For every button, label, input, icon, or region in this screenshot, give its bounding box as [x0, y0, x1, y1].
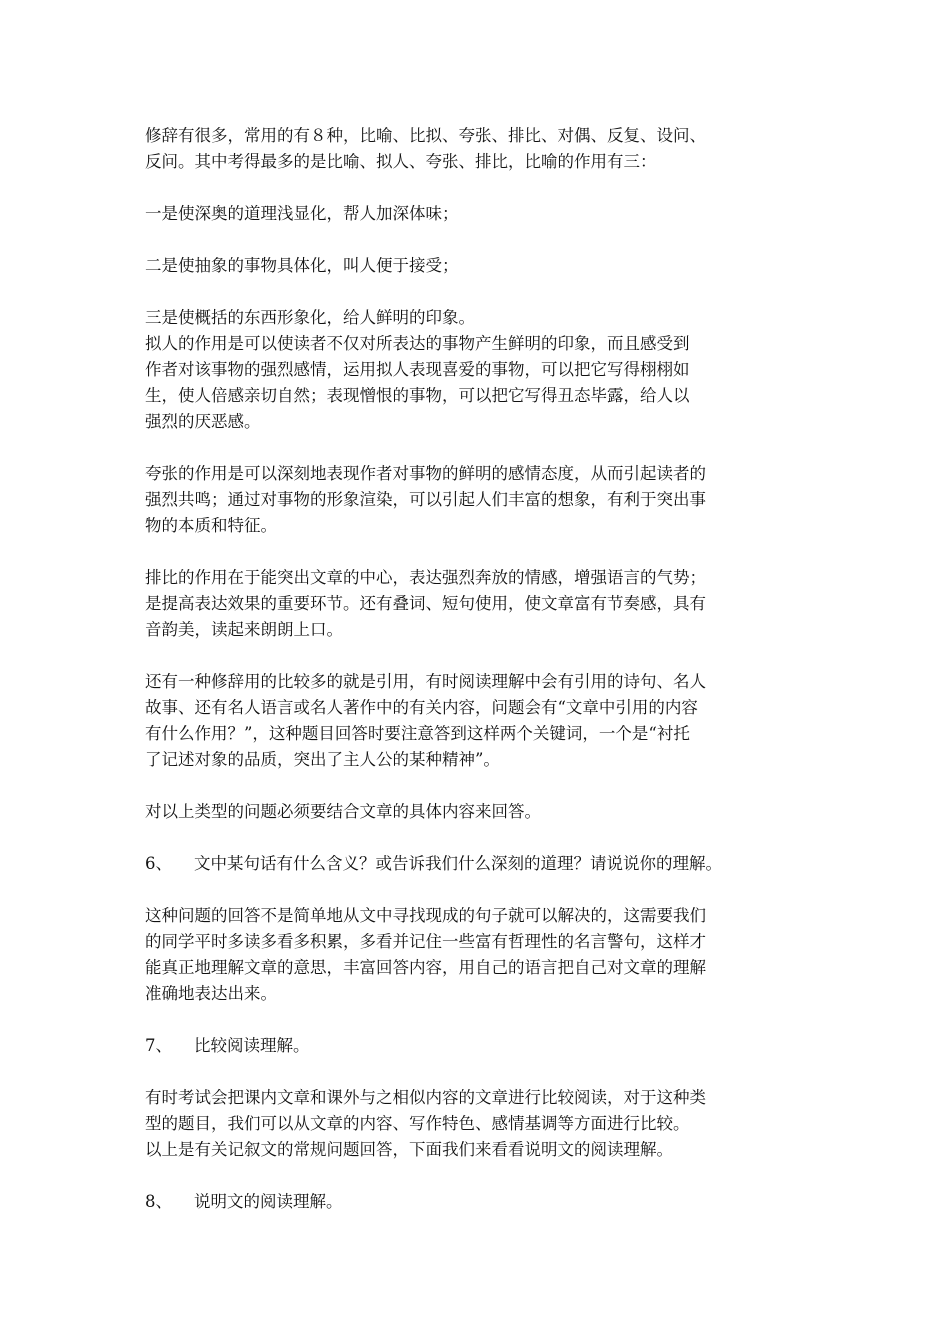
paragraph-comparative-reading	[145, 1085, 800, 1137]
document-page	[145, 123, 800, 1215]
text-line: 准确地表达出来。	[145, 984, 277, 1003]
text-line: 生，使人倍感亲切自然；表现憎恨的事物，可以把它写得丑态毕露，给人以	[145, 386, 690, 405]
text-line: 修辞有很多，常用的有８种，比喻、比拟、夸张、排比、对偶、反复、设问、	[145, 126, 706, 145]
section-heading-7	[145, 1033, 800, 1059]
section-number: 8、	[145, 1192, 172, 1211]
section-title: 说明文的阅读理解。	[194, 1192, 343, 1211]
section-title: 比较阅读理解。	[194, 1036, 310, 1055]
text-line: 排比的作用在于能突出文章的中心，表达强烈奔放的情感，增强语言的气势；	[145, 568, 706, 587]
text-line: 能真正地理解文章的意思，丰富回答内容，用自己的语言把自己对文章的理解	[145, 958, 706, 977]
text-line: 反问。其中考得最多的是比喻、拟人、夸张、排比，比喻的作用有三：	[145, 152, 657, 171]
section-heading-8	[145, 1189, 800, 1215]
text-line: 夸张的作用是可以深刻地表现作者对事物的鲜明的感情态度，从而引起读者的	[145, 464, 706, 483]
section-title: 文中某句话有什么含义？或告诉我们什么深刻的道理？请说说你的理解。	[194, 854, 722, 873]
text-line: 是提高表达效果的重要环节。还有叠词、短句使用，使文章富有节奏感，具有	[145, 594, 706, 613]
text-line: 二是使抽象的事物具体化，叫人便于接受；	[145, 256, 459, 275]
text-line: 三是使概括的东西形象化，给人鲜明的印象。	[145, 308, 475, 327]
text-line: 音韵美，读起来朗朗上口。	[145, 620, 343, 639]
text-line: 还有一种修辞用的比较多的就是引用，有时阅读理解中会有引用的诗句、名人	[145, 672, 706, 691]
paragraph-parallelism	[145, 565, 800, 643]
text-line: 一是使深奥的道理浅显化，帮人加深体味；	[145, 204, 459, 223]
text-line: 强烈共鸣；通过对事物的形象渲染，可以引起人们丰富的想象，有利于突出事	[145, 490, 706, 509]
paragraph-transition	[145, 1137, 800, 1163]
text-line: 对以上类型的问题必须要结合文章的具体内容来回答。	[145, 802, 541, 821]
paragraph-answer-note	[145, 799, 800, 825]
paragraph-quotation	[145, 669, 800, 773]
text-line: 的同学平时多读多看多积累，多看并记住一些富有哲理性的名言警句，这样才	[145, 932, 706, 951]
text-line: 物的本质和特征。	[145, 516, 277, 535]
text-line: 有什么作用？”，这种题目回答时要注意答到这样两个关键词，一个是“衬托	[145, 724, 690, 743]
section-heading-6	[145, 851, 800, 877]
paragraph-personification	[145, 331, 800, 435]
paragraph-metaphor-use-2	[145, 253, 800, 279]
paragraph-metaphor-use-1	[145, 201, 800, 227]
text-line: 这种问题的回答不是简单地从文中寻找现成的句子就可以解决的，这需要我们	[145, 906, 706, 925]
text-line: 故事、还有名人语言或名人著作中的有关内容，问题会有“文章中引用的内容	[145, 698, 698, 717]
text-line: 作者对该事物的强烈感情，运用拟人表现喜爱的事物，可以把它写得栩栩如	[145, 360, 690, 379]
paragraph-hyperbole	[145, 461, 800, 539]
text-line: 型的题目，我们可以从文章的内容、写作特色、感情基调等方面进行比较。	[145, 1114, 690, 1133]
text-line: 拟人的作用是可以使读者不仅对所表达的事物产生鲜明的印象，而且感受到	[145, 334, 690, 353]
paragraph-meaning-answer	[145, 903, 800, 1007]
text-line: 有时考试会把课内文章和课外与之相似内容的文章进行比较阅读，对于这种类	[145, 1088, 706, 1107]
text-line: 以上是有关记叙文的常规问题回答，下面我们来看看说明文的阅读理解。	[145, 1140, 673, 1159]
paragraph-metaphor-use-3	[145, 305, 800, 331]
section-number: 6、	[145, 854, 172, 873]
section-number: 7、	[145, 1036, 172, 1055]
paragraph-rhetoric-intro	[145, 123, 800, 175]
text-line: 强烈的厌恶感。	[145, 412, 261, 431]
text-line: 了记述对象的品质，突出了主人公的某种精神”。	[145, 750, 500, 769]
